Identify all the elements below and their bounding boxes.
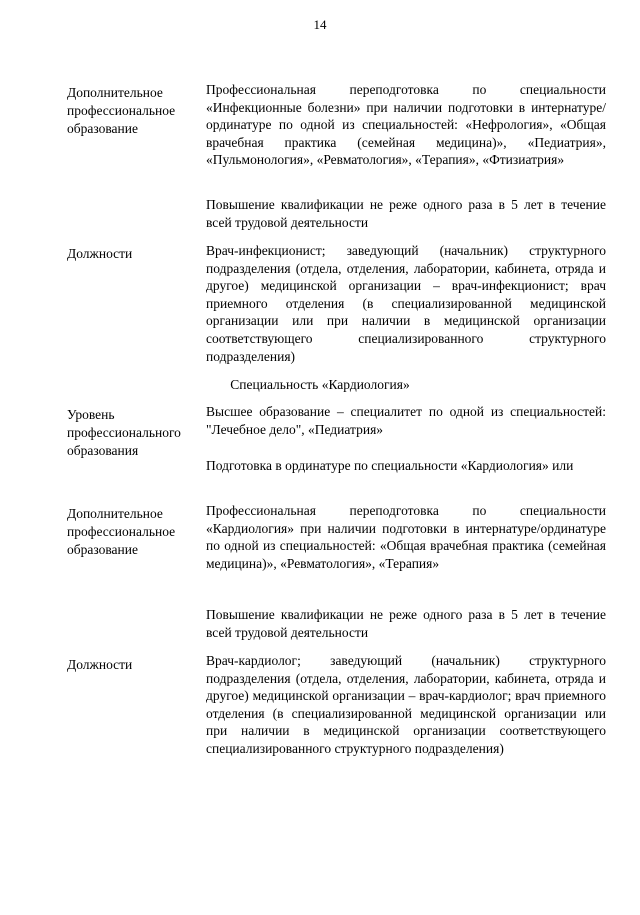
qualification-text: Повышение квалификации не реже одного раза в 5 лет в течение всей трудовой деятельности [206, 197, 606, 230]
positions-text: Врач-инфекционист; заведующий (начальник) структурного подразделения (отдела, отделения, лаборатории, кабинета, отряда и другое) медицинской организации – врач-инфекционист; врач приемного отделения (в специализированной медицинской организации или при наличии в медицинской организации соответствующего специализированного структурного подразделения) [206, 243, 606, 364]
education-level-label: Уровень профессионального образования [67, 407, 181, 458]
cardiology-qualification-text: Повышение квалификации не реже одного раза в 5 лет в течение всей трудовой деятельности [206, 607, 606, 640]
cardiology-positions-label: Должности [67, 657, 133, 672]
cardiology-additional-education-label: Дополнительное профессиональное образование [67, 506, 176, 557]
cardiology-additional-education-text: Профессиональная переподготовка по специальности «Кардиология» при наличии подготовки в интернатуре/ординатуре по одной из специальностей: «Общая врачебная практика (семейная медицина)», «Ревматология», «Терапия» [206, 503, 606, 571]
additional-education-text: Профессиональная переподготовка по специальности «Инфекционные болезни» при наличии подготовки в интернатуре/ординатуре по одной из специальностей: «Нефрология», «Общая врачебная практика (семейная медицина)», «Педиатрия», «Пульмонология», «Ревматология», «Терапия», «Фтизиатрия» [206, 82, 606, 168]
section-heading: Специальность «Кардиология» [230, 377, 410, 392]
page-number: 14 [313, 17, 327, 32]
education-level-text: Высшее образование – специалитет по одной из специальностей: "Лечебное дело", «Педиатрия» [206, 404, 606, 437]
cardiology-positions-text: Врач-кардиолог; заведующий (начальник) структурного подразделения (отдела, отделения, лаборатории, кабинета, отряда и другое) медицинской организации – врач-кардиолог; врач приемного отделения (в специализированной медицинской организации или при наличии в медицинской организации соответствующего специализированного структурного подразделения) [206, 653, 606, 756]
residency-text: Подготовка в ординатуре по специальности «Кардиология» или [206, 458, 574, 473]
additional-education-label: Дополнительное профессиональное образование [67, 85, 176, 136]
positions-label: Должности [67, 246, 133, 261]
